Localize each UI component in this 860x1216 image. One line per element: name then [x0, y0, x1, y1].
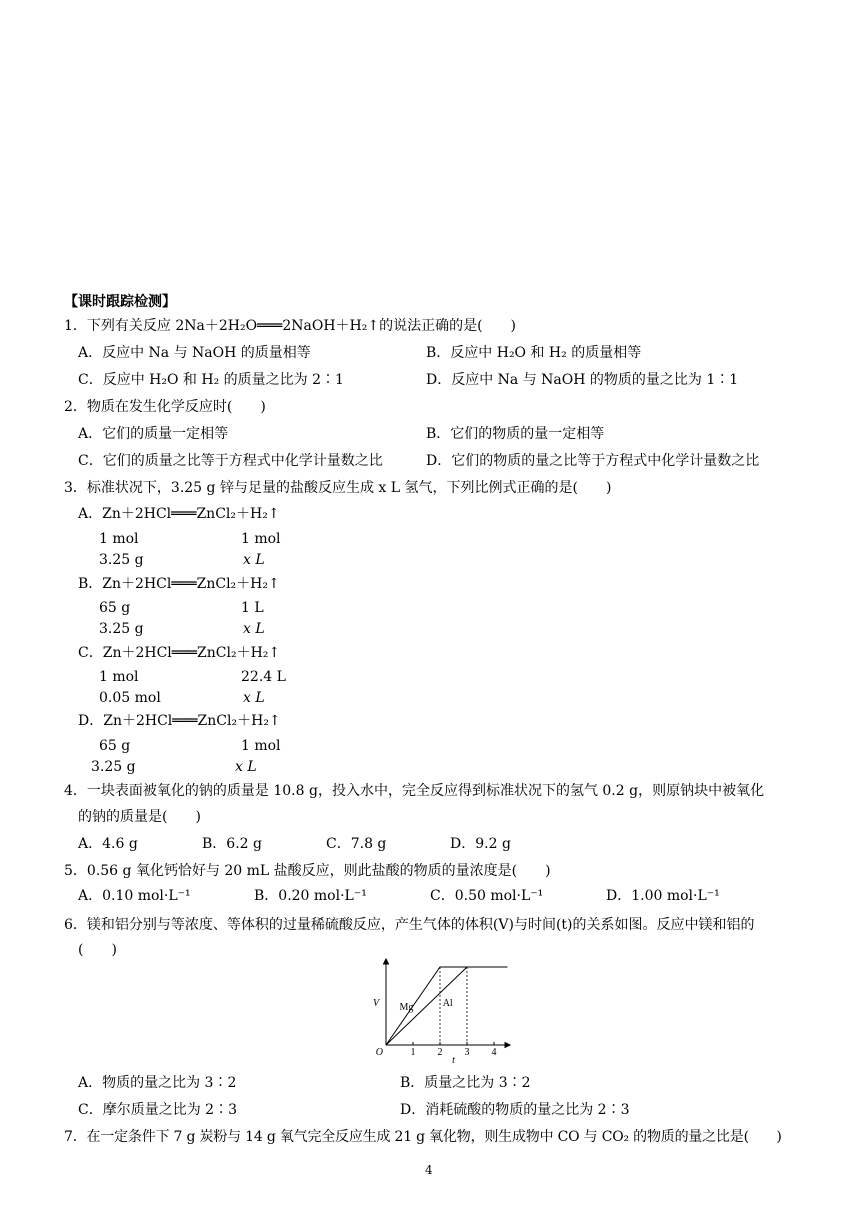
x-tick-label: 3 — [464, 1047, 470, 1058]
option-d-row2-left: 3.25 g — [91, 759, 136, 775]
option-b: B．质量之比为 3∶2 — [400, 1075, 531, 1091]
option-a-row2-left: 3.25 g — [99, 552, 144, 568]
option-b: B．6.2 g — [202, 836, 262, 852]
question-stem: 1．下列有关反应 2Na＋2H₂O═══2NaOH＋H₂↑的说法正确的是( ) — [64, 318, 517, 334]
option-a: A．它们的质量一定相等 — [78, 426, 229, 442]
option-d: D．9.2 g — [450, 836, 511, 852]
question-stem: 7．在一定条件下 7 g 炭粉与 14 g 氧气完全反应生成 21 g 氧化物，则生成物中 CO 与 CO₂ 的物质的量之比是( ) — [64, 1129, 782, 1145]
option-b: B．它们的物质的量一定相等 — [426, 426, 605, 442]
option-b-row1-left: 65 g — [99, 600, 131, 616]
option-c-row1-right: 22.4 L — [241, 669, 286, 685]
option-c-row2-left: 0.05 mol — [99, 690, 161, 706]
x-tick-label: 4 — [491, 1047, 497, 1058]
question-stem-line2: ( ) — [78, 942, 117, 958]
page-number: 4 — [425, 1163, 433, 1177]
question-stem: 2．物质在发生化学反应时( ) — [64, 399, 266, 415]
option-a-equation: A．Zn＋2HCl═══ZnCl₂＋H₂↑ — [78, 506, 280, 522]
option-a-row2-right: x L — [243, 552, 265, 568]
option-d-row2-right: x L — [235, 759, 257, 775]
option-c: C．摩尔质量之比为 2∶3 — [78, 1102, 237, 1118]
section-title: 【课时跟踪检测】 — [64, 294, 176, 310]
option-c: C．0.50 mol·L⁻¹ — [430, 888, 544, 904]
option-d: D．反应中 Na 与 NaOH 的物质的量之比为 1∶1 — [426, 372, 739, 388]
option-d-row1-right: 1 mol — [241, 738, 281, 754]
option-d-equation: D．Zn＋2HCl═══ZnCl₂＋H₂↑ — [78, 713, 281, 729]
option-d: D．消耗硫酸的物质的量之比为 2∶3 — [400, 1102, 630, 1118]
option-a: A．0.10 mol·L⁻¹ — [78, 888, 191, 904]
option-c-row1-left: 1 mol — [99, 669, 139, 685]
x-tick-label: 1 — [410, 1047, 416, 1058]
option-b-row1-right: 1 L — [241, 600, 264, 616]
volume-time-graph — [368, 955, 516, 1065]
question-stem-line1: 6．镁和铝分别与等浓度、等体积的过量稀硫酸反应，产生气体的体积(V)与时间(t)的关系如图。反应中镁和铝的 — [64, 917, 755, 933]
option-c: C．反应中 H₂O 和 H₂ 的质量之比为 2∶1 — [78, 372, 344, 388]
option-d: D．它们的物质的量之比等于方程式中化学计量数之比 — [426, 453, 760, 469]
question-stem: 5．0.56 g 氧化钙恰好与 20 mL 盐酸反应，则此盐酸的物质的量浓度是( ) — [64, 863, 551, 879]
option-c-row2-right: x L — [243, 690, 265, 706]
series-label-al: Al — [442, 998, 453, 1009]
y-axis-arrow — [384, 959, 389, 964]
y-axis-label: V — [373, 998, 380, 1009]
option-c: C．它们的质量之比等于方程式中化学计量数之比 — [78, 453, 383, 469]
question-stem: 3．标准状况下，3.25 g 锌与足量的盐酸反应生成 x L 氢气，下列比例式正确的是( ) — [64, 480, 612, 496]
x-axis-label: t — [452, 1055, 455, 1065]
option-c: C．7.8 g — [326, 836, 387, 852]
option-c-equation: C．Zn＋2HCl═══ZnCl₂＋H₂↑ — [78, 645, 281, 661]
option-d: D．1.00 mol·L⁻¹ — [606, 888, 720, 904]
option-b-row2-left: 3.25 g — [99, 621, 144, 637]
question-stem-line2: 的钠的质量是( ) — [78, 809, 201, 825]
origin-label: O — [375, 1047, 383, 1058]
option-a-row1-left: 1 mol — [99, 531, 139, 547]
option-a: A．反应中 Na 与 NaOH 的质量相等 — [78, 345, 311, 361]
option-b: B．0.20 mol·L⁻¹ — [254, 888, 367, 904]
question-stem-line1: 4．一块表面被氧化的钠的质量是 10.8 g，投入水中，完全反应得到标准状况下的氢气 0.2 g，则原钠块中被氧化 — [64, 783, 765, 799]
option-a: A．4.6 g — [78, 836, 138, 852]
option-b: B．反应中 H₂O 和 H₂ 的质量相等 — [426, 345, 642, 361]
option-b-equation: B．Zn＋2HCl═══ZnCl₂＋H₂↑ — [78, 576, 280, 592]
series-label-mg: Mg — [399, 1001, 414, 1013]
x-axis-arrow — [505, 1043, 510, 1048]
option-b-row2-right: x L — [243, 621, 265, 637]
option-a-row1-right: 1 mol — [241, 531, 281, 547]
option-d-row1-left: 65 g — [99, 738, 131, 754]
x-tick-label: 2 — [437, 1047, 443, 1058]
option-a: A．物质的量之比为 3∶2 — [78, 1075, 237, 1091]
